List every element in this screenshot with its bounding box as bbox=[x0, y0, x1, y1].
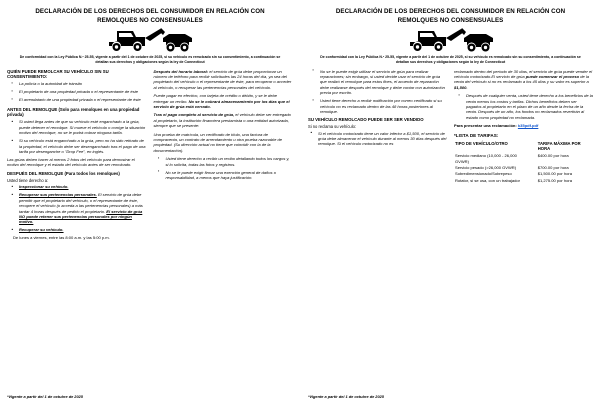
page-1-footnote: *Vigente a partir del 1 de octubre de 2025 bbox=[7, 394, 83, 399]
table-header-row bbox=[454, 140, 593, 153]
list-item: ▪ El propietario de una propiedad privada o el representante de éste bbox=[15, 89, 147, 94]
list-item-lead: Inspeccionar su vehículo. bbox=[19, 184, 69, 190]
list-item: ▪ Usted tiene derecho a recibir un recibo detallando todos los cargos y, si lo solicita, todas las fotos y registros. bbox=[162, 156, 294, 167]
claim-form-link[interactable]: k35pdf.pdf bbox=[517, 122, 539, 128]
section-after-tow-subheading: Usted tiene derecho a: bbox=[7, 177, 49, 183]
list-item bbox=[15, 227, 147, 232]
before-tow-photo-note: Las grúas deben hacer al menos 2 fotos del vehículo para demostrar el motivo del remolque y el estado del vehículo antes de ser remolcado. bbox=[7, 157, 135, 168]
full-payment-paragraph bbox=[154, 112, 294, 128]
column-header-max-hourly-rate: TARIFA MÁXIMA POR HORA bbox=[537, 140, 581, 152]
section-who-can-tow-list bbox=[7, 81, 147, 102]
list-item: • Si el vehículo motorizado tiene un valor inferior a $1,500, el servicio de grúa debe almacenar el vehículo durante al menos 30 días después del remolque. Si el vehículo motorizado no es bbox=[314, 131, 447, 147]
full-payment-text: el vehículo debe ser entregado al propietario, la institución financiera prestamista o una entidad autorizada, siempre que se presente: bbox=[153, 112, 291, 129]
section-before-tow-heading: ANTES DEL REMOLQUE (Solo para remolques en una propiedad privada) bbox=[7, 106, 140, 118]
list-item: • Si su vehículo está enganchado a la grúa, pero no ha sido retirado de la propiedad, el vehículo debe ser desenganchado tras el pago de una tarifa por desenganche o "Drop Fee", en inglés. bbox=[15, 138, 147, 154]
tow-truck-icon bbox=[308, 27, 593, 53]
table-row bbox=[454, 153, 593, 165]
rates-title: *LISTA DE TARIFAS: bbox=[454, 133, 499, 139]
section-after-tow-list bbox=[7, 184, 147, 232]
section-after-tow-heading: DESPUÉS DEL REMOLQUE (Para todos los remolques) bbox=[7, 170, 120, 176]
page-1-columns bbox=[7, 69, 293, 390]
sale-threshold-amount: $1,500. bbox=[454, 84, 468, 90]
page-2-columns bbox=[308, 69, 593, 390]
column-header-vehicle-type: TIPO DE VEHÍCULO/OTRO bbox=[455, 140, 508, 146]
section-before-tow-list bbox=[7, 119, 147, 154]
cell-vehicle-type: Sobredimensionado/Sobrepeso bbox=[455, 171, 512, 177]
full-payment-lead: Tras el pago completo al servicio de grúa, bbox=[153, 112, 235, 118]
section-who-can-tow-heading: QUIÉN PUEDE REMOLCAR SU VEHÍCULO SIN SU CONSENTIMIENTO: bbox=[7, 68, 109, 80]
payment-text: Puede pagar en efectivo, con tarjeta de crédito o débito, y se le debe entregar un recibo. bbox=[153, 93, 278, 104]
sale-continuation-emphasis: puede comenzar el proceso bbox=[525, 74, 580, 79]
section-vehicle-may-be-sold-subheading: Si no reclama su vehículo: bbox=[308, 124, 357, 130]
list-item-lead: Recuperar su vehículo. bbox=[19, 227, 64, 233]
section-vehicle-may-be-sold-heading: SU VEHÍCULO REMOLCADO PUEDE SER SER VENDIDO bbox=[308, 117, 424, 123]
cell-rate: $700.00 por hora bbox=[537, 165, 569, 171]
list-item: ▪ No se le puede exigir utilizar el servicio de grúa para realizar reparaciones; sin embargo, si usted decide usar el servicio de grúa que realizó el remolque para estos fines, el acuerdo de reparación debe realizarse después del remolque y debe contar con autorización previa por escrito. bbox=[316, 69, 447, 96]
cell-rate: $400.00 por hora bbox=[537, 153, 569, 159]
claim-label: Para presentar una reclamación: bbox=[454, 122, 518, 128]
page-2 bbox=[300, 0, 600, 401]
cell-vehicle-type: Rotator, si se usa, con un trabajador bbox=[455, 177, 521, 183]
after-hours-lead: Después del horario laboral: bbox=[153, 68, 209, 74]
page-2-column-2-list bbox=[454, 93, 593, 120]
after-hours-paragraph bbox=[154, 69, 294, 91]
list-item bbox=[15, 184, 147, 189]
page-1-column-2 bbox=[154, 69, 294, 390]
page-title: DECLARACIÓN DE LOS DERECHOS DEL CONSUMIDOR EN RELACIÓN CON REMOLQUES NO CONSENSUALES bbox=[35, 8, 265, 24]
intro-paragraph: De conformidad con la Ley Pública N.º 25-55, vigente a partir del 1 de octubre de 2025, si su vehículo es remolcado sin su consentimiento, a continuación se detallan sus derechos y obligaciones según la ley de Connecticut bbox=[19, 55, 281, 65]
cell-rate: $1,275.00 por hora bbox=[537, 177, 572, 183]
page-1-column-2-list bbox=[154, 156, 294, 180]
list-item: ▪ Después de cualquier venta, usted tiene derecho a los beneficios de la venta menos los costos y tarifas. Dichos beneficios deben ser pagados al propietario en el plazo de un año desde la fecha de la venta. Después de un año, los fondos no reclamados revertirán al estado como propiedad no reclamada. bbox=[462, 93, 593, 120]
list-item-text: El servicio de grúa debe permitir que el propietario del vehículo, o el representante de éste, recupere el vehículo (o acceda a las pertenencias personales) a más tardar 4 horas después de pedirlo el propietario. bbox=[19, 192, 143, 214]
page-2-footnote: *Vigente a partir del 1 de octubre de 2025 bbox=[308, 394, 384, 399]
page-2-column-1 bbox=[308, 69, 447, 390]
pickup-hours: De lunes a viernes, entre las 8:00 a.m. y las 5:00 p.m. bbox=[13, 235, 110, 241]
section-vehicle-may-be-sold-list bbox=[308, 131, 447, 147]
cell-rate: $1,500.00 por hora bbox=[537, 171, 572, 177]
proof-of-ownership-paragraph: Una prueba de matrícula, un certificado de título, una factura de compraventa, un contrato de arrendamiento u otra prueba razonable de propiedad. (Su dirección actual no tiene que coincidir con la de la documentación). bbox=[153, 131, 282, 153]
list-item bbox=[15, 192, 147, 224]
list-item: ▪ El arrendatario de una propiedad privada o el representante de éste bbox=[15, 97, 147, 102]
payment-emphasis: No se le cobrará almacenamiento por los días que el servicio de grúa está cerrado. bbox=[153, 98, 290, 110]
sale-continuation-text-2: de la venta del vehículo si no es reclamado a los 45 días y su valor es superior a bbox=[454, 74, 589, 85]
list-item: ▪ La policía o la autoridad de tránsito bbox=[15, 81, 147, 86]
after-hours-text: el servicio de grúa debe proporcionar un número de teléfono para recibir solicitudes las 24 horas del día, ya sea del propietario del vehículo o el representante de éste, para recuperar o acceder al vehículo, o recuperar las pertenencias personales del vehículo. bbox=[153, 68, 292, 90]
page-1-column-1 bbox=[7, 69, 147, 390]
list-item-lead: Recuperar sus pertenencias personales. bbox=[19, 192, 97, 198]
list-item: • Si usted llega antes de que su vehículo esté enganchado a la grúa, puede detener el remolque. Si mueve el vehículo o corrige la situación motivo del remolque, no se le podrá cobrar ninguna tarifa. bbox=[15, 119, 147, 135]
intro-paragraph: De conformidad con la Ley Pública N.º 25-55, vigente a partir del 1 de octubre de 2025, si su vehículo es remolcado sin su consentimiento, a continuación se detallan sus derechos y obligaciones según la ley de Connecticut bbox=[320, 55, 581, 65]
rates-table bbox=[454, 140, 593, 183]
page-title: DECLARACIÓN DE LOS DERECHOS DEL CONSUMIDOR EN RELACIÓN CON REMOLQUES NO CONSENSUALES bbox=[335, 8, 566, 24]
list-item-emphasis: El servicio de grúa NO puede retener sus pertenencias personales por ningún motivo. bbox=[19, 208, 143, 225]
list-item: ▪ Usted tiene derecho a recibir notificación por correo certificado si su vehículo no es reclamado dentro de las 48 horas posteriores al remolque. bbox=[316, 98, 447, 114]
sale-continuation-text: reclamado dentro del período de 30 días, el servicio de grúa puede vender el vehículo motorizado.El servicio de grúa bbox=[454, 68, 593, 79]
table-row bbox=[454, 177, 593, 183]
cell-vehicle-type: Servicio mediano (10,000 - 26,000 GVWR) bbox=[455, 153, 517, 164]
cell-vehicle-type: Servicio pesado (>26,000 GVWR) bbox=[455, 165, 517, 171]
sale-continuation-paragraph bbox=[454, 69, 593, 91]
tow-truck-icon bbox=[7, 27, 293, 53]
claim-line bbox=[454, 123, 593, 128]
list-item: ▪ No se le puede exigir firmar una exención general de daños o responsabilidad, a menos que haya justificación. bbox=[162, 170, 294, 181]
payment-paragraph bbox=[154, 93, 294, 109]
page-2-column-2 bbox=[454, 69, 593, 390]
page-2-column-1-list bbox=[308, 69, 447, 115]
